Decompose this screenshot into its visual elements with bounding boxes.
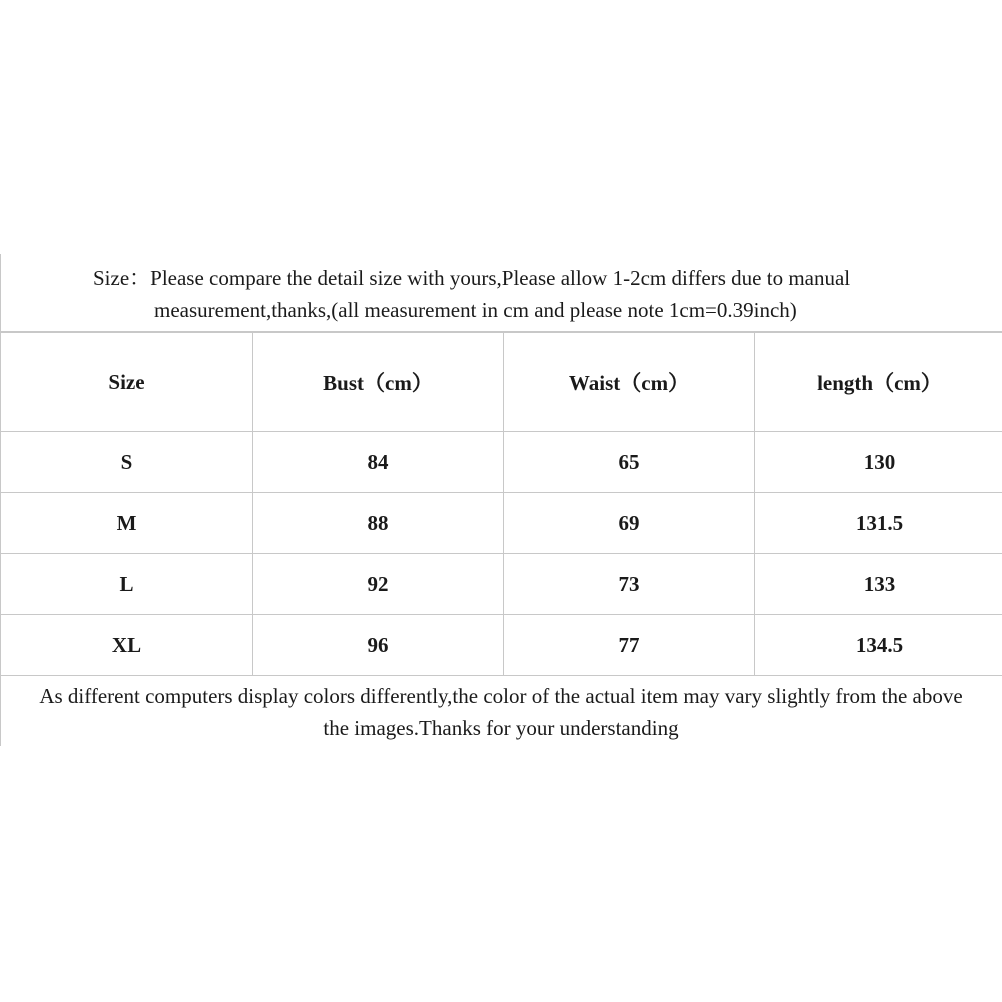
cell-length: 134.5 [755, 615, 1002, 676]
intro-line-2: measurement,thanks,(all measurement in cm and please note 1cm=0.39inch) [154, 298, 797, 322]
cell-length: 133 [755, 554, 1002, 615]
table-row [1, 493, 1002, 554]
cell-waist: 65 [504, 432, 755, 493]
table-header-row [1, 333, 1002, 432]
header-size: Size [1, 333, 253, 432]
disclaimer-line-1: As different computers display colors differently,the color of the actual item may vary slightly from the above [39, 684, 963, 708]
header-length: length（cm） [755, 333, 1002, 432]
cell-waist: 69 [504, 493, 755, 554]
table-row [1, 432, 1002, 493]
cell-size: M [1, 493, 253, 554]
table-row [1, 554, 1002, 615]
table-row [1, 615, 1002, 676]
cell-waist: 73 [504, 554, 755, 615]
cell-length: 131.5 [755, 493, 1002, 554]
cell-size: XL [1, 615, 253, 676]
color-disclaimer [0, 680, 1002, 744]
size-table [0, 332, 1002, 676]
cell-size: L [1, 554, 253, 615]
cell-length: 130 [755, 432, 1002, 493]
disclaimer-line-2: the images.Thanks for your understanding [323, 716, 679, 740]
size-intro [0, 254, 1002, 331]
cell-waist: 77 [504, 615, 755, 676]
cell-bust: 92 [253, 554, 504, 615]
intro-line-1: Size：Please compare the detail size with yours,Please allow 1-2cm differs due to manual [93, 266, 851, 290]
header-waist: Waist（cm） [504, 333, 755, 432]
size-chart-sheet [0, 254, 1002, 746]
header-bust: Bust（cm） [253, 333, 504, 432]
cell-bust: 96 [253, 615, 504, 676]
cell-bust: 88 [253, 493, 504, 554]
cell-size: S [1, 432, 253, 493]
cell-bust: 84 [253, 432, 504, 493]
